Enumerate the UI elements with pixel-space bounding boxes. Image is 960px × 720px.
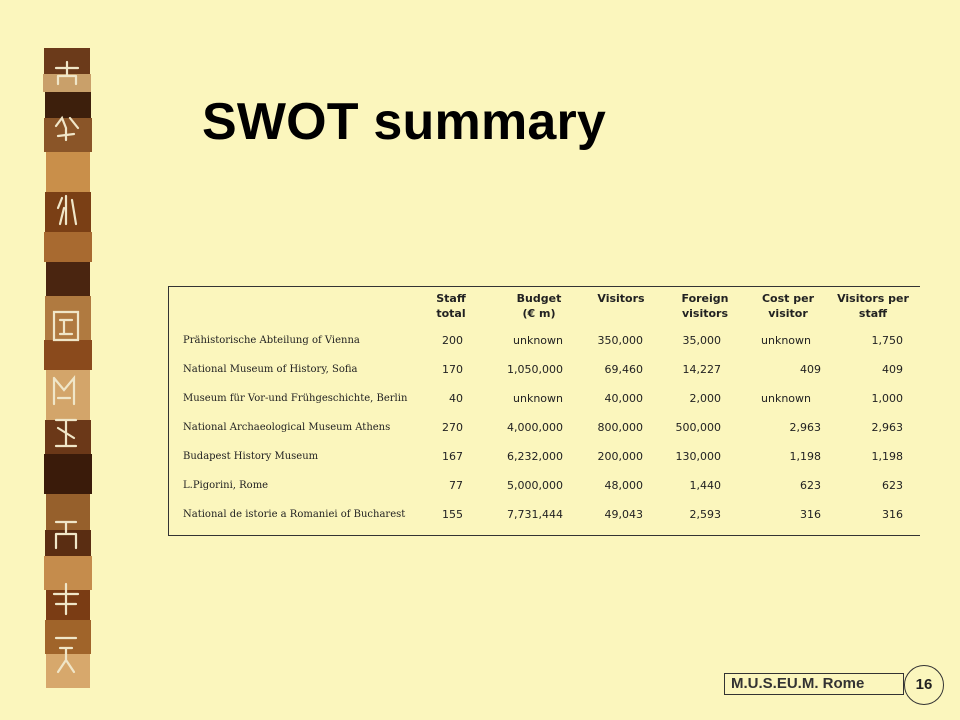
visitors-per-staff: 623 — [882, 479, 903, 492]
foreign-visitors: 14,227 — [682, 363, 721, 376]
visitors: 48,000 — [604, 479, 643, 492]
staff-total: 270 — [442, 421, 463, 434]
cost-per-visitor: unknown — [761, 334, 811, 347]
cost-per-visitor: 623 — [800, 479, 821, 492]
visitors-per-staff: 1,000 — [871, 392, 903, 405]
visitors-per-staff: 1,750 — [871, 334, 903, 347]
column-header: Foreign visitors — [681, 292, 729, 320]
column-header: Visitors per staff — [837, 292, 909, 320]
staff-total: 77 — [449, 479, 463, 492]
cost-per-visitor: unknown — [761, 392, 811, 405]
table-row — [169, 507, 921, 527]
budget: unknown — [513, 392, 563, 405]
table-row — [169, 362, 921, 382]
table-row — [169, 478, 921, 498]
museum-name: National Museum of History, Sofia — [183, 364, 358, 375]
foreign-visitors: 130,000 — [675, 450, 721, 463]
table-row — [169, 420, 921, 440]
glyph-strip-icon — [40, 48, 96, 690]
budget: 1,050,000 — [507, 363, 563, 376]
museum-name: Prähistorische Abteilung of Vienna — [183, 335, 360, 346]
museum-name: Museum für Vor-und Frühgeschichte, Berlin — [183, 393, 408, 404]
visitors: 800,000 — [597, 421, 643, 434]
visitors: 40,000 — [604, 392, 643, 405]
foreign-visitors: 2,000 — [689, 392, 721, 405]
staff-total: 167 — [442, 450, 463, 463]
cost-per-visitor: 409 — [800, 363, 821, 376]
table-header — [169, 289, 921, 323]
museum-name: National de istorie a Romaniei of Bucharest — [183, 509, 406, 520]
staff-total: 200 — [442, 334, 463, 347]
visitors: 200,000 — [597, 450, 643, 463]
column-header: Visitors — [597, 292, 645, 305]
table-row — [169, 391, 921, 411]
column-header: Budget (€ m) — [516, 292, 562, 320]
foreign-visitors: 2,593 — [689, 508, 721, 521]
page-number: 16 — [904, 665, 944, 705]
budget: 7,731,444 — [507, 508, 563, 521]
visitors-per-staff: 2,963 — [871, 421, 903, 434]
visitors-per-staff: 316 — [882, 508, 903, 521]
foreign-visitors: 35,000 — [682, 334, 721, 347]
budget: 5,000,000 — [507, 479, 563, 492]
visitors-per-staff: 409 — [882, 363, 903, 376]
table-row — [169, 449, 921, 469]
foreign-visitors: 1,440 — [689, 479, 721, 492]
foreign-visitors: 500,000 — [675, 421, 721, 434]
staff-total: 40 — [449, 392, 463, 405]
footer-label: M.U.S.EU.M. Rome — [724, 673, 904, 695]
museum-name: Budapest History Museum — [183, 451, 319, 462]
staff-total: 155 — [442, 508, 463, 521]
table-row — [169, 333, 921, 353]
column-header: Cost per visitor — [761, 292, 815, 320]
column-header: Staff total — [436, 292, 466, 320]
budget: 4,000,000 — [507, 421, 563, 434]
cost-per-visitor: 1,198 — [789, 450, 821, 463]
cost-per-visitor: 316 — [800, 508, 821, 521]
visitors: 49,043 — [604, 508, 643, 521]
staff-total: 170 — [442, 363, 463, 376]
visitors: 69,460 — [604, 363, 643, 376]
museum-name: L.Pigorini, Rome — [183, 480, 269, 491]
budget: unknown — [513, 334, 563, 347]
visitors: 350,000 — [597, 334, 643, 347]
museum-name: National Archaeological Museum Athens — [183, 422, 391, 433]
cost-per-visitor: 2,963 — [789, 421, 821, 434]
comparison-table — [168, 286, 920, 536]
visitors-per-staff: 1,198 — [871, 450, 903, 463]
slide-title: SWOT summary — [202, 93, 607, 151]
budget: 6,232,000 — [507, 450, 563, 463]
